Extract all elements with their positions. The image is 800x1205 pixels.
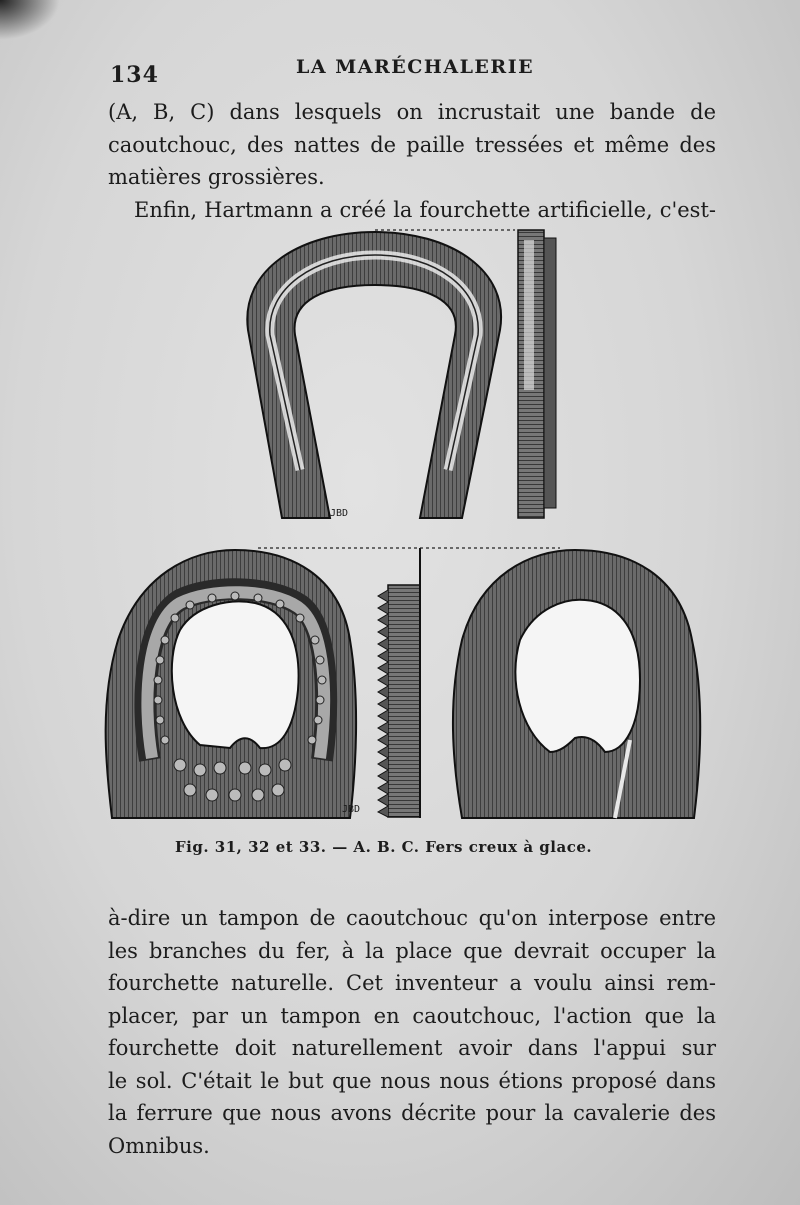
text-line: matières grossières. — [108, 165, 325, 189]
text-line: Omnibus. — [108, 1133, 210, 1158]
text-line: la ferrure que nous avons décrite pour la cavalerie des — [108, 1101, 716, 1125]
text-line: à-dire un tampon de caoutchouc qu'on interpose entre — [108, 906, 716, 930]
text-line: Enfin, Hartmann a créé la fourchette artificielle, c'est- — [134, 197, 716, 222]
text-line: les branches du fer, à la place que devrait occuper la — [108, 938, 716, 963]
engraver-mark: JBD — [342, 804, 361, 815]
horseshoe-b-illustration — [106, 548, 420, 818]
paragraph-bottom — [108, 902, 716, 1162]
text-line: fourchette doit naturellement avoir dans l'appui sur — [108, 1036, 716, 1060]
text-line: fourchette naturelle. Cet inventeur a voulu ainsi rem- — [108, 971, 716, 995]
running-title: LA MARÉCHALERIE — [296, 56, 535, 78]
figure-caption: Fig. 31, 32 et 33. — A. B. C. Fers creux à glace. — [175, 838, 593, 856]
text-line: le sol. C'était le but que nous nous étions proposé dans — [108, 1068, 716, 1093]
page-number: 134 — [110, 62, 159, 88]
horseshoe-a-illustration — [247, 230, 515, 518]
text-line: caoutchouc, des nattes de paille tressées et même des — [108, 132, 716, 157]
text-line: placer, par un tampon en caoutchouc, l'action que la — [108, 1003, 716, 1028]
horseshoe-a-side-view — [518, 230, 556, 518]
engraver-mark: JBD — [330, 508, 349, 519]
text-line: (A, B, C) dans lesquels on incrustait une bande de — [108, 100, 716, 124]
horseshoe-c-illustration — [453, 550, 700, 818]
